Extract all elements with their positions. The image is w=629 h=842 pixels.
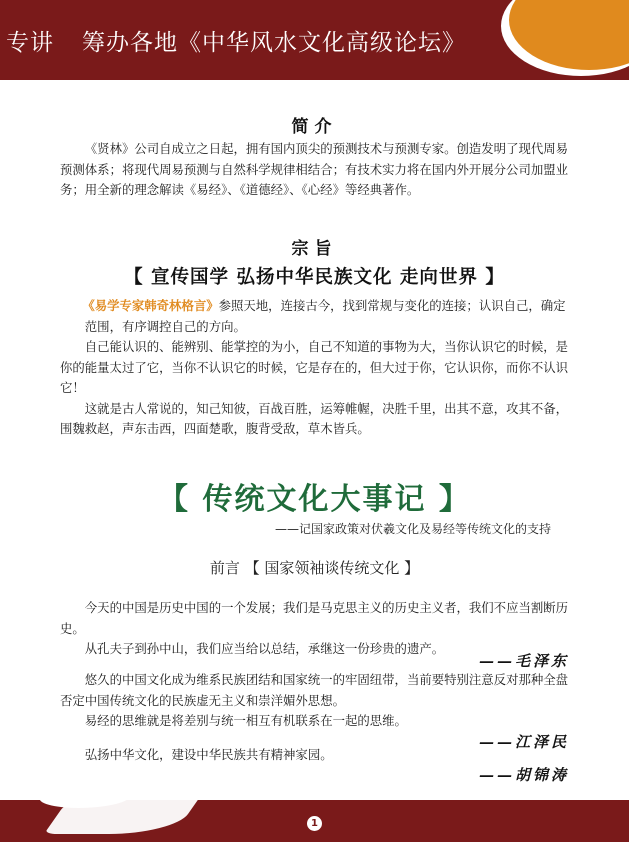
purpose-title: 宗旨 [291, 239, 338, 259]
quote-block-3 [60, 745, 572, 766]
purpose-body [60, 296, 572, 440]
page-footer [0, 800, 629, 842]
quote-1b: 从孔夫子到孙中山，我们应当给以总结，承继这一份珍贵的遗产。 [84, 641, 445, 656]
header-orange-swoosh [509, 0, 629, 70]
purpose-paragraph-1 [60, 296, 572, 337]
intro-title: 简介 [291, 117, 338, 137]
signature-mao: ——毛泽东 [478, 652, 569, 670]
purpose-paragraph-2: 自己能认识的、能辨别、能掌控的为小，自己不知道的事物为大，当你认识它的时候，是你的能量太过了它，当你不认识它的时候，它是存在的，但大过于你，它认识你，而你不认识它！ [60, 339, 569, 395]
quote-label: 《易学专家韩奇林格言》 [82, 298, 219, 313]
intro-paragraph: 《贤林》公司自成立之日起，拥有国内顶尖的预测技术与预测专家。创造发明了现代周易预测体系；将现代周易预测与自然科学规律相结合；有技术实力将在国内外开展分公司加盟业务；用全新的理念解读《易经》、《道德经》、《心经》等经典著作。 [60, 141, 569, 197]
intro-body [60, 139, 572, 201]
events-title: 【 传统文化大事记 】 [158, 482, 471, 517]
events-preface: 前言 【 国家领袖谈传统文化 】 [209, 559, 420, 577]
events-subtitle: ——记国家政策对伏羲文化及易经等传统文化的支持 [274, 522, 551, 536]
quote-2a: 悠久的中国文化成为维系民族团结和国家统一的牢固纽带，当前要特别注意反对那种全盘否定中国传统文化的民族虚无主义和崇洋媚外思想。 [60, 672, 569, 708]
quote-3: 弘扬中华文化，建设中华民族共有精神家园。 [84, 747, 333, 762]
page-header [0, 0, 629, 80]
header-tag: 专讲 [6, 30, 54, 56]
quote-2b: 易经的思维就是将差别与统一相互有机联系在一起的思维。 [84, 713, 407, 728]
quote-1a: 今天的中国是历史中国的一个发展；我们是马克思主义的历史主义者，我们不应当割断历史。 [60, 600, 569, 636]
purpose-slogan: 【 宣传国学 弘扬中华民族文化 走向世界 】 [124, 267, 505, 288]
purpose-paragraph-3: 这就是古人常说的，知己知彼，百战百胜，运筹帷幄，决胜千里，出其不意，攻其不备，围魏救赵，声东击西，四面楚歌，腹背受敌，草木皆兵。 [60, 400, 569, 436]
page-number: 1 [307, 816, 322, 831]
purpose-paragraph-1-text: 参照天地，连接古今，找到常规与变化的连接；认识自己，确定范围，有序调控自己的方向。 [84, 298, 566, 334]
quote-block-2 [60, 670, 572, 732]
signature-jiang: ——江泽民 [478, 733, 569, 751]
footer-swash [44, 800, 202, 834]
signature-hu: ——胡锦涛 [478, 766, 569, 784]
header-title-line [6, 24, 466, 57]
header-title: 筹办各地《中华风水文化高级论坛》 [82, 30, 466, 56]
